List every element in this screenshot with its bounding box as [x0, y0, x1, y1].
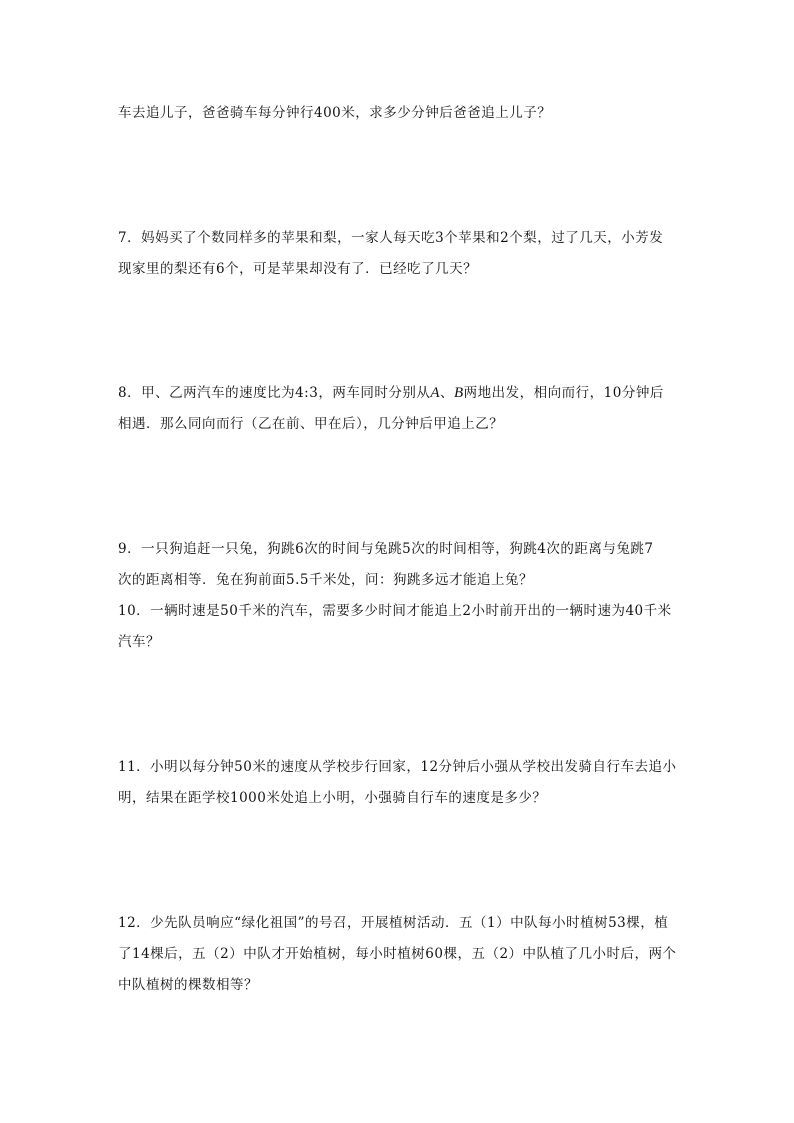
problem-11-line-2: 明，结果在距学校1000米处追上小明，小强骑自行车的速度是多少？ — [118, 790, 547, 806]
problem-8-text-c: 两地出发，相向而行，10分钟后 — [463, 385, 664, 401]
problem-10-line-2: 汽车？ — [118, 634, 160, 650]
problem-12-line-1: 12．少先队员响应“绿化祖国”的号召，开展植树活动．五（1）中队每小时植树53棵，植 — [118, 915, 669, 931]
problem-9-line-1: 9．一只狗追赶一只兔，狗跳6次的时间与兔跳5次的时间相等，狗跳4次的距离与兔跳7 — [118, 541, 654, 557]
problem-11-line-1: 11．小明以每分钟50米的速度从学校步行回家，12分钟后小强从学校出发骑自行车去追小 — [118, 759, 677, 775]
problem-8-text-a: 8．甲、乙两汽车的速度比为4:3，两车同时分别从 — [118, 385, 431, 401]
problem-8-line-2: 相遇．那么同向而行（乙在前、甲在后），几分钟后甲追上乙？ — [118, 416, 504, 432]
problem-10-line-1: 10．一辆时速是50千米的汽车，需要多少时间才能追上2小时前开出的一辆时速为40千米 — [118, 603, 672, 619]
problem-8-line-1 — [118, 383, 664, 403]
problem-7-line-2: 现家里的梨还有6个，可是苹果却没有了．已经吃了几天？ — [118, 261, 478, 277]
point-a-label: A — [430, 385, 440, 401]
problem-9-line-2: 次的距离相等．兔在狗前面5.5千米处，问：狗跳多远才能追上兔？ — [118, 572, 533, 588]
problem-6-line-1: 车去追儿子，爸爸骑车每分钟行400米，求多少分钟后爸爸追上儿子？ — [118, 105, 552, 121]
problem-7-line-1: 7．妈妈买了个数同样多的苹果和梨，一家人每天吃3个苹果和2个梨，过了几天，小芳发 — [118, 230, 664, 246]
problem-12-line-3: 中队植树的棵数相等？ — [118, 977, 258, 993]
point-b-label: B — [454, 385, 464, 401]
problem-12-line-2: 了14棵后，五（2）中队才开始植树，每小时植树60棵，五（2）中队植了几小时后，两个 — [118, 946, 677, 962]
problem-8-text-b: 、 — [440, 385, 454, 401]
